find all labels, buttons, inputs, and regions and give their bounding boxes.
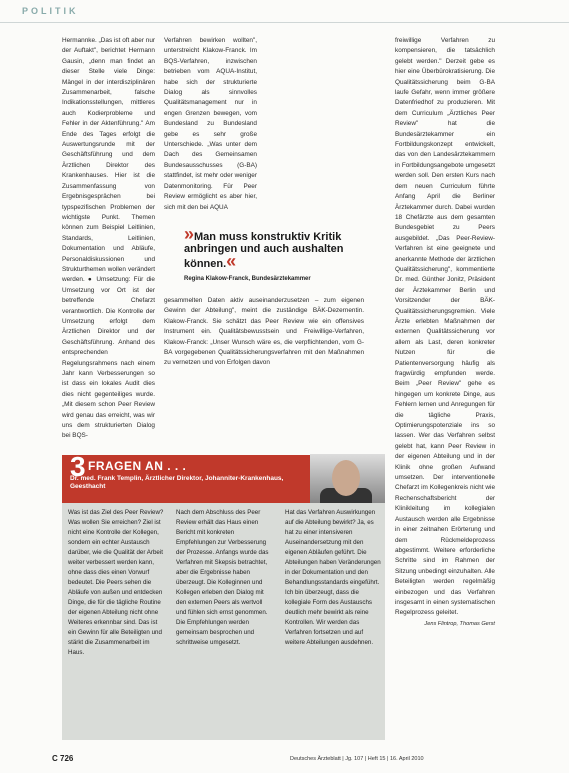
- article-column-4-text: freiwillige Verfahren zu kompensieren, die tatsächlich gelebt werden." Derzeit gebe es hier eine Überbürokratisierung. Die Qualitätssicherung beim G-BA laufe Gefahr, wenn immer größere Datenfriedhof zu produzieren. Mit dem Curriculum „Ärztliches Peer Review" hat die Bundesärztekammer ein Fortbildungskonzept entwickelt, das von den Landesärztekammern in Fortbildungsangebote umgesetzt werden soll. Den ersten Kurs nach dem neuen Curriculum führte Anfang April die Berliner Ärztekammer durch. Dabei wurden 18 Chefärzte aus dem gesamten Bundesgebiet zu Peers ausgebildet. „Das Peer-Review-Verfahren ist eine geeignete und anerkannte Methode der ärztlichen Qualitätssicherung", kommentierte Dr. med. Günther Jonitz, Präsident der Ärztekammer Berlin und Vorsitzender der BÄK-Qualitätssicherungsgremien. Viele Ärzte erlebten Maßnahmen der externen Qualitätssicherung vor allem als Last, deren konkreter Nutzen für die Patientenversorgung häufig als fragwürdig empfunden werde. Beim „Peer Review" gehe es hingegen um konkrete Dinge, aus Fehlern lernen und Anregungen für die tägliche Praxis, Optimierungspotenziale ins so lassen. Wer das Verfahren selbst gelebt hat, kann Peer Review in der eigenen Abteilung und in der Klinik ohne großen Aufwand umsetzen. Der interventionelle Chefarzt im Kollegenkreis nicht wie Rechenschaftsbericht der Klinikleitung im kollegialen Austausch werden alle Ergebnisse in einer zeitnahen Erörterung und dem Rückmeldeprozess abgestimmt. Weitere erforderliche Schritte sind im Rahmen der Sitzung unbedingt einzuhalten. Alle Beteiligten werden regelmäßig einbezogen und das Verfahren insgesamt in einen systematischen Regelprozess geleitet.: [395, 37, 495, 617]
- article-column-4: [395, 36, 495, 629]
- article-credit: Jens Flintrop, Thomas Gerst: [424, 620, 495, 627]
- pull-quote-author: Regina Klakow-Franck, Bundesärztekammer: [184, 276, 311, 282]
- portrait-face: [332, 460, 360, 496]
- interview-subtitle: Dr. med. Frank Templin, Ärztlicher Direktor, Johanniter-Krankenhaus, Geesthacht: [70, 475, 284, 490]
- article-column-2b: gesammelten Daten aktiv auseinanderzusetzen – zum eigenen Gewinn der Abteilung", meint die zuständige BÄK-Dezernentin. Klakow-Franck. Sie schätzt das Peer Review wie ein offensives Instrument ein. Qualitätsbewusstsein und Freiwillige-Verfahren, Klakow-Franck: „Unser Wunsch wäre es, die verpflichtenden, vom G-BA vorgegebenen Qualitätssicherungsverfahren mit den Maßnahmen zu vernetzen und von Erfolgen davon: [164, 297, 364, 367]
- quote-close-icon: «: [226, 251, 237, 271]
- journal-citation: Deutsches Ärzteblatt | Jg. 107 | Heft 15 | 16. April 2010: [290, 756, 424, 762]
- interview-number: 3: [70, 451, 86, 482]
- header-divider: [0, 22, 569, 23]
- article-column-1: Hermannke. „Das ist oft aber nur der Auftakt", berichtet Hermann Gausin, „denn man findet an dieser Stelle viele Dinge: Mängel in der interdisziplinären Zusammenarbeit, falsche Indikationsstellungen, mittleres auch Kodierprobleme und Fehler in der Aktenführung." Am Ende des Tages erfolgt die Auswertungsrunde mit der Geschäftsführung und dem Ärztlichen Direktor des Krankenhauses. Hier ist die Zusammenfassung von Ergebnisgesprächen bei typspezifischen Problemen der wichtigste Punkt. Themen können zum Beispiel Leitlinien, Standards, Leitlinien, Dokumentation und Abläufe, Personaldiskussionen und Strukturthemen wollen verändert werden. ● Umsetzung: Für die Umsetzung vor Ort ist der betreffende Chefarzt verantwortlich. Die Kontrolle der Umsetzung erfolgt dem Ärztlichen Direktor und der Geschäftsführung. Anhand des entsprechenden Regelungsrahmens nach einem Jahr kann Verbesserungen so ist dass ein lokales Audit dies dies nicht gegenteiliges wurde. „Mit diesem schon Peer Review wird genau das erreicht, was wir uns dem strukturierten Dialog bei BQS-: [62, 37, 155, 440]
- article-column-2: Verfahren bewirken wollten", unterstreicht Klakow-Franck. Im BQS-Verfahren, inzwischen betrieben vom AQUA-Institut, habe sich der strukturierte Dialog als sinnvolles Qualitätsmanagement nur in engen Grenzen bewegen, vom Bundesland zu Bundesland gebe es sehr große Unterschiede. „Was unter dem Dach des Gemeinsamen Bundesausschusses (G-BA) stattfindet, ist mehr oder weniger Datenmonitoring. Für Peer Review ermöglicht es aber hier, sich mit den bei AQUA: [164, 37, 257, 211]
- pull-quote: [172, 224, 368, 292]
- portrait-photo: [310, 454, 385, 503]
- interview-title: FRAGEN AN . . .: [88, 459, 187, 473]
- interview-column-1: Was ist das Ziel des Peer Review? Was wollen Sie erreichen? Ziel ist nicht eine Kontrolle der Kollegen, sondern ein echter Austausch darüber, wie die Qualität der Arbeit weiter verbessert werden kann, ohne dass dies einen Vorwurf bedeutet. Die Peers sehen die Abläufe von außen und entdecken Dinge, die für die tägliche Routine der eigenen Abteilung nicht ohne Weiteres erkennbar sind. Das ist ein Gewinn für alle Beteiligten und stärkt die Zusammenarbeit im Haus.: [68, 509, 164, 656]
- section-header: POLITIK: [22, 6, 79, 16]
- interview-column-3: Hat das Verfahren Auswirkungen auf die Abteilung bewirkt? Ja, es hat zu einer intensiveren Auseinandersetzung mit den eigenen Abläufen geführt. Die Abteilungen haben Veränderungen in der Dokumentation und den Behandlungsstandards eingeführt. Ich bin überzeugt, dass die kollegiale Form des Austauschs deutlich mehr bewirkt als reine Kontrollen. Wir werden das Verfahren fortsetzen und auf weitere Abteilungen ausdehnen.: [285, 509, 381, 646]
- interview-column-2: Nach dem Abschluss des Peer Review erhält das Haus einen Bericht mit konkreten Empfehlungen zur Verbesserung der Prozesse. Anfangs wurde das Verfahren mit Skepsis betrachtet, aber die Ergebnisse haben überzeugt. Die Kolleginnen und Kollegen erleben den Dialog mit den externen Peers als wertvoll und fühlen sich ernst genommen. Die Empfehlungen werden gemeinsam besprochen und schrittweise umgesetzt.: [176, 509, 269, 646]
- quote-open-icon: »: [184, 224, 195, 244]
- pull-quote-text: »Man muss konstruktiv Kritik anbringen und auch aushalten können.«: [184, 224, 344, 271]
- page-number: C 726: [52, 754, 74, 763]
